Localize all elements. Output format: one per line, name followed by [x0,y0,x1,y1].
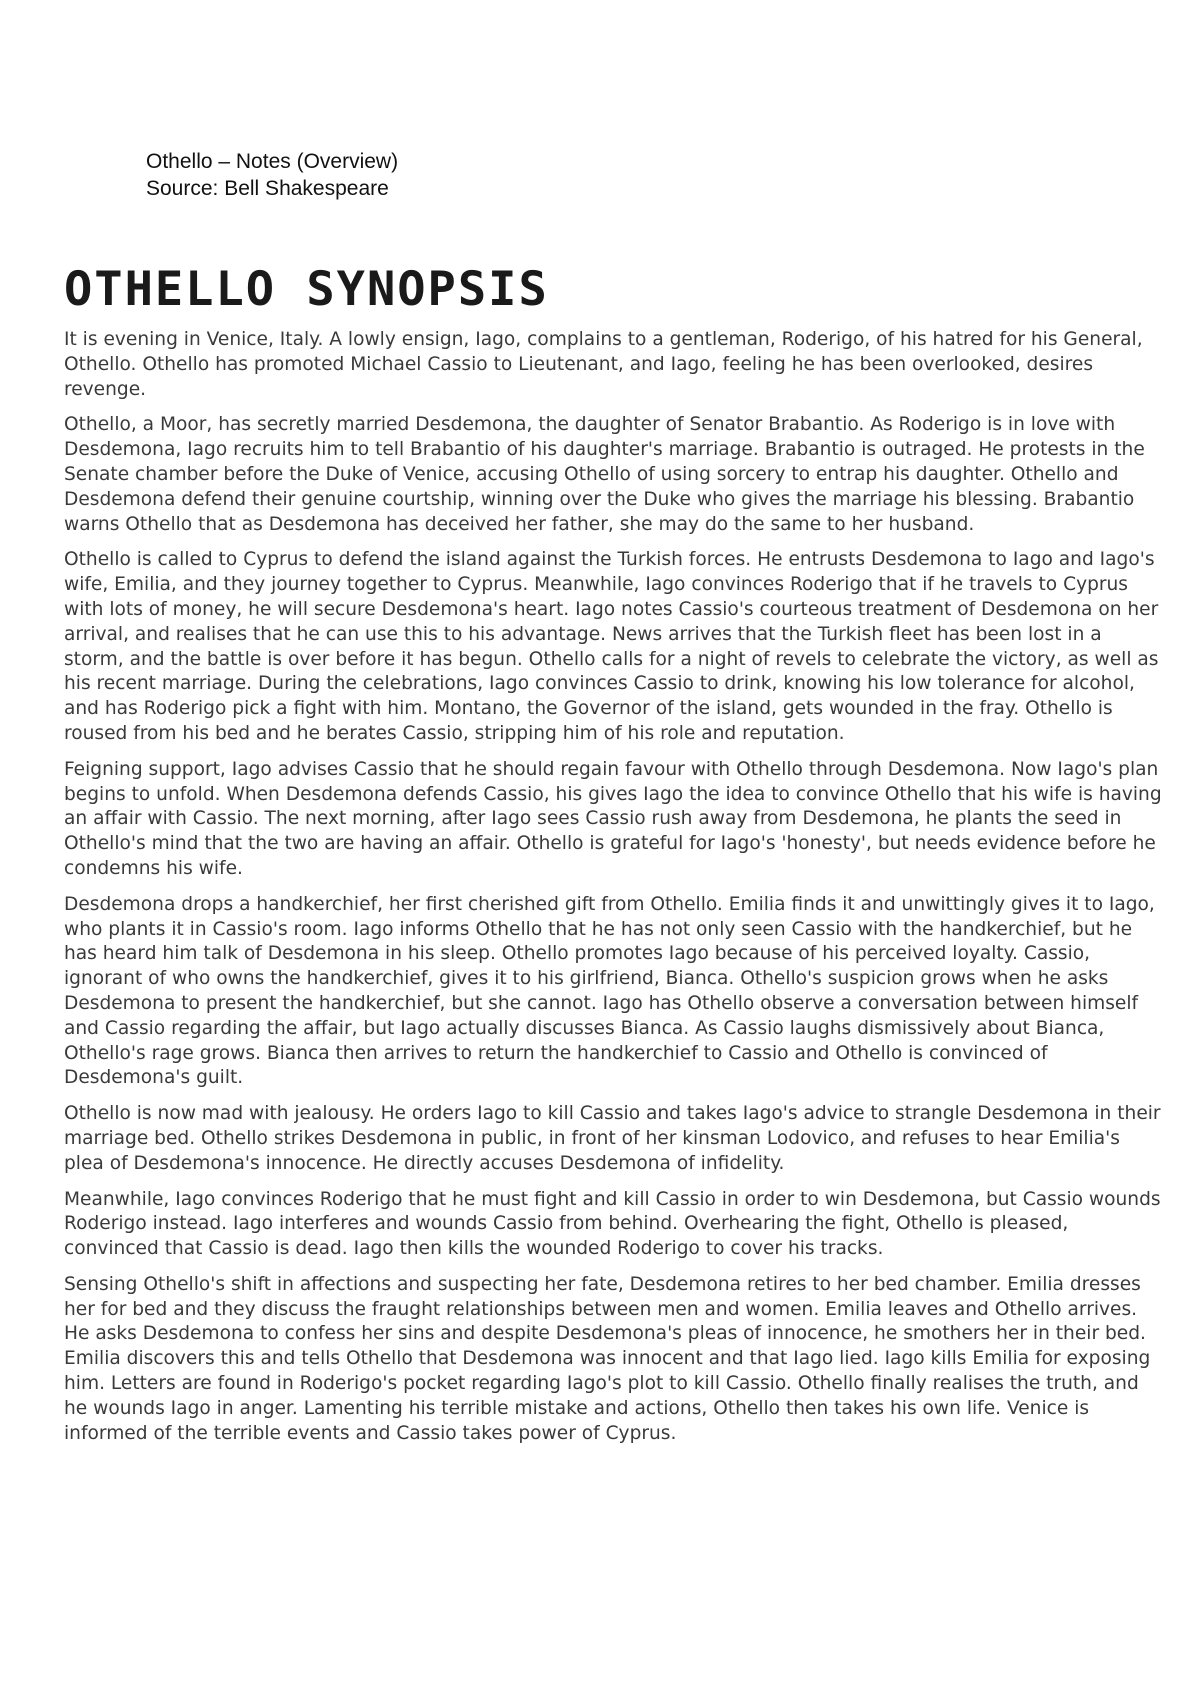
header-source-line: Source: Bell Shakespeare [146,177,389,200]
note-header [146,148,398,202]
synopsis-paragraph: Othello, a Moor, has secretly married Desdemona, the daughter of Senator Brabantio. As Roderigo is in love with Desdemona, Iago recruits him to tell Brabantio of his daughter's marriage. Brabantio is outraged. He protests in the Senate chamber before the Duke of Venice, accusing Othello of using sorcery to entrap his daughter. Othello and Desdemona defend their genuine courtship, winning over the Duke who gives the marriage his blessing. Brabantio warns Othello that as Desdemona has deceived her father, she may do the same to her husband. [64,414,1145,535]
synopsis-paragraph: Feigning support, Iago advises Cassio that he should regain favour with Othello through Desdemona. Now Iago's plan begins to unfold. When Desdemona defends Cassio, his gives Iago the idea to convince Othello that his wife is having an affair with Cassio. The next morning, after Iago sees Cassio rush away from Desdemona, he plants the seed in Othello's mind that the two are having an affair. Othello is grateful for Iago's 'honesty', but needs evidence before he condemns his wife. [64,758,1162,879]
synopsis-paragraph: Othello is called to Cyprus to defend the island against the Turkish forces. He entrusts Desdemona to Iago and Iago's wife, Emilia, and they journey together to Cyprus. Meanwhile, Iago convinces Roderigo that if he travels to Cyprus with lots of money, he will secure Desdemona's heart. Iago notes Cassio's courteous treatment of Desdemona on her arrival, and realises that he can use this to his advantage. News arrives that the Turkish fleet has been lost in a storm, and the battle is over before it has begun. Othello calls for a night of revels to celebrate the victory, as well as his recent marriage. During the celebrations, Iago convinces Cassio to drink, knowing his low tolerance for alcohol, and has Roderigo pick a fight with him. Montano, the Governor of the island, gets wounded in the fray. Othello is roused from his bed and he berates Cassio, stripping him of his role and reputation. [64,549,1159,744]
synopsis-paragraph: It is evening in Venice, Italy. A lowly ensign, Iago, complains to a gentleman, Roderigo, of his hatred for his General, Othello. Othello has promoted Michael Cassio to Lieutenant, and Iago, feeling he has been overlooked, desires revenge. [64,329,1143,400]
synopsis-paragraph: Meanwhile, Iago convinces Roderigo that he must fight and kill Cassio in order to win Desdemona, but Cassio wounds Roderigo instead. Iago interferes and wounds Cassio from behind. Overhearing the fight, Othello is pleased, convinced that Cassio is dead. Iago then kills the wounded Roderigo to cover his tracks. [64,1188,1161,1260]
synopsis-paragraph: Sensing Othello's shift in affections and suspecting her fate, Desdemona retires to her bed chamber. Emilia dresses her for bed and they discuss the fraught relationships between men and women. Emilia leaves and Othello arrives. He asks Desdemona to confess her sins and despite Desdemona's pleas of innocence, he smothers her in their bed. Emilia discovers this and tells Othello that Desdemona was innocent and that Iago lied. Iago kills Emilia for exposing him. Letters are found in Roderigo's pocket regarding Iago's plot to kill Cassio. Othello finally realises the truth, and he wounds Iago in anger. Lamenting his terrible mistake and actions, Othello then takes his own life. Venice is informed of the terrible events and Cassio takes power of Cyprus. [64,1273,1151,1444]
synopsis-paragraph: Othello is now mad with jealousy. He orders Iago to kill Cassio and takes Iago's advice to strangle Desdemona in their marriage bed. Othello strikes Desdemona in public, in front of her kinsman Lodovico, and refuses to hear Emilia's plea of Desdemona's innocence. He directly accuses Desdemona of infidelity. [64,1103,1161,1174]
page-title: OTHELLO SYNOPSIS [64,262,549,317]
synopsis-paragraph: Desdemona drops a handkerchief, her first cherished gift from Othello. Emilia finds it and unwittingly gives it to Iago, who plants it in Cassio's room. Iago informs Othello that he has not only seen Cassio with the handkerchief, but he has heard him talk of Desdemona in his sleep. Othello promotes Iago because of his perceived loyalty. Cassio, ignorant of who owns the handkerchief, gives it to his girlfriend, Bianca. Othello's suspicion grows when he asks Desdemona to present the handkerchief, but she cannot. Iago has Othello observe a conversation between himself and Cassio regarding the affair, but Iago actually discusses Bianca. As Cassio laughs dismissively about Bianca, Othello's rage grows. Bianca then arrives to return the handkerchief to Cassio and Othello is convinced of Desdemona's guilt. [64,893,1155,1089]
synopsis-body [64,328,1164,1457]
header-title-line: Othello – Notes (Overview) [146,150,399,173]
